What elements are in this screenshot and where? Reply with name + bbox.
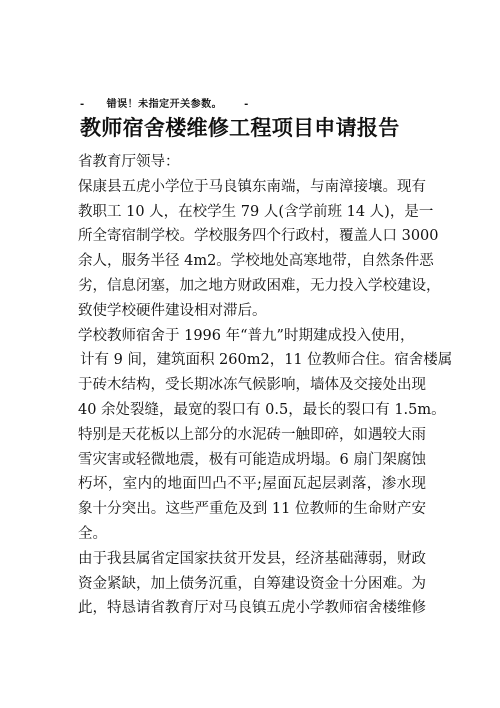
header-error-text: 错误！未指定开关参数。	[106, 99, 223, 110]
paragraph-line: 特别是天花板以上部分的水泥砖一触即碎，如遇较大雨	[78, 426, 426, 443]
paragraph-line: 由于我县属省定国家扶贫开发县，经济基础薄弱，财政	[78, 550, 426, 567]
paragraph-line: 此，特恳请省教育厅对马良镇五虎小学教师宿舍楼维修	[78, 600, 426, 617]
paragraph-line: 象十分突出。这些严重危及到 11 位教师的生命财产安	[78, 501, 426, 518]
paragraph-line: 致使学校硬件建设相对滞后。	[78, 302, 267, 319]
paragraph-line: 计有 9 间，建筑面积 260m2，11 位教师合住。宿舍楼属	[80, 352, 453, 369]
paragraph-line: 学校教师宿舍于 1996 年“普九”时期建成投入使用，	[78, 327, 415, 344]
document-title: 教师宿舍楼维修工程项目申请报告	[80, 116, 400, 140]
document-body	[78, 150, 453, 621]
paragraph-line: 保康县五虎小学位于马良镇东南端，与南漳接壤。现有	[78, 178, 426, 195]
paragraph-line: 于砖木结构，受长期冰冻气候影响，墙体及交接处出现	[78, 377, 426, 394]
paragraph-line: 朽坏，室内的地面凹凸不平;屋面瓦起层剥落，渗水现	[78, 476, 426, 493]
paragraph-line: 劣，信息闭塞，加之地方财政困难，无力投入学校建设，	[78, 277, 441, 294]
paragraph-line: 所全寄宿制学校。学校服务四个行政村，覆盖人口 3000	[78, 228, 439, 245]
paragraph-line: 教职工 10 人，在校学生 79 人(含学前班 14 人)，是一	[78, 203, 434, 220]
header-error-line	[80, 95, 249, 110]
paragraph-line: 40 余处裂缝，最宽的裂口有 0.5，最长的裂口有 1.5m。	[78, 401, 446, 418]
paragraph-line: 资金紧缺，加上债务沉重，自筹建设资金十分困难。为	[78, 575, 426, 592]
paragraph-line: 余人，服务半径 4m2。学校地处高寒地带，自然条件恶	[78, 253, 434, 270]
salutation-line: 省教育厅领导：	[78, 154, 180, 170]
paragraph-line: 雪灾害或轻微地震，极有可能造成坍塌。6 扇门架腐蚀	[78, 451, 426, 468]
header-dash-left: -	[80, 99, 85, 110]
header-dash-right: -	[244, 99, 249, 110]
paragraph-line: 全。	[78, 525, 107, 542]
